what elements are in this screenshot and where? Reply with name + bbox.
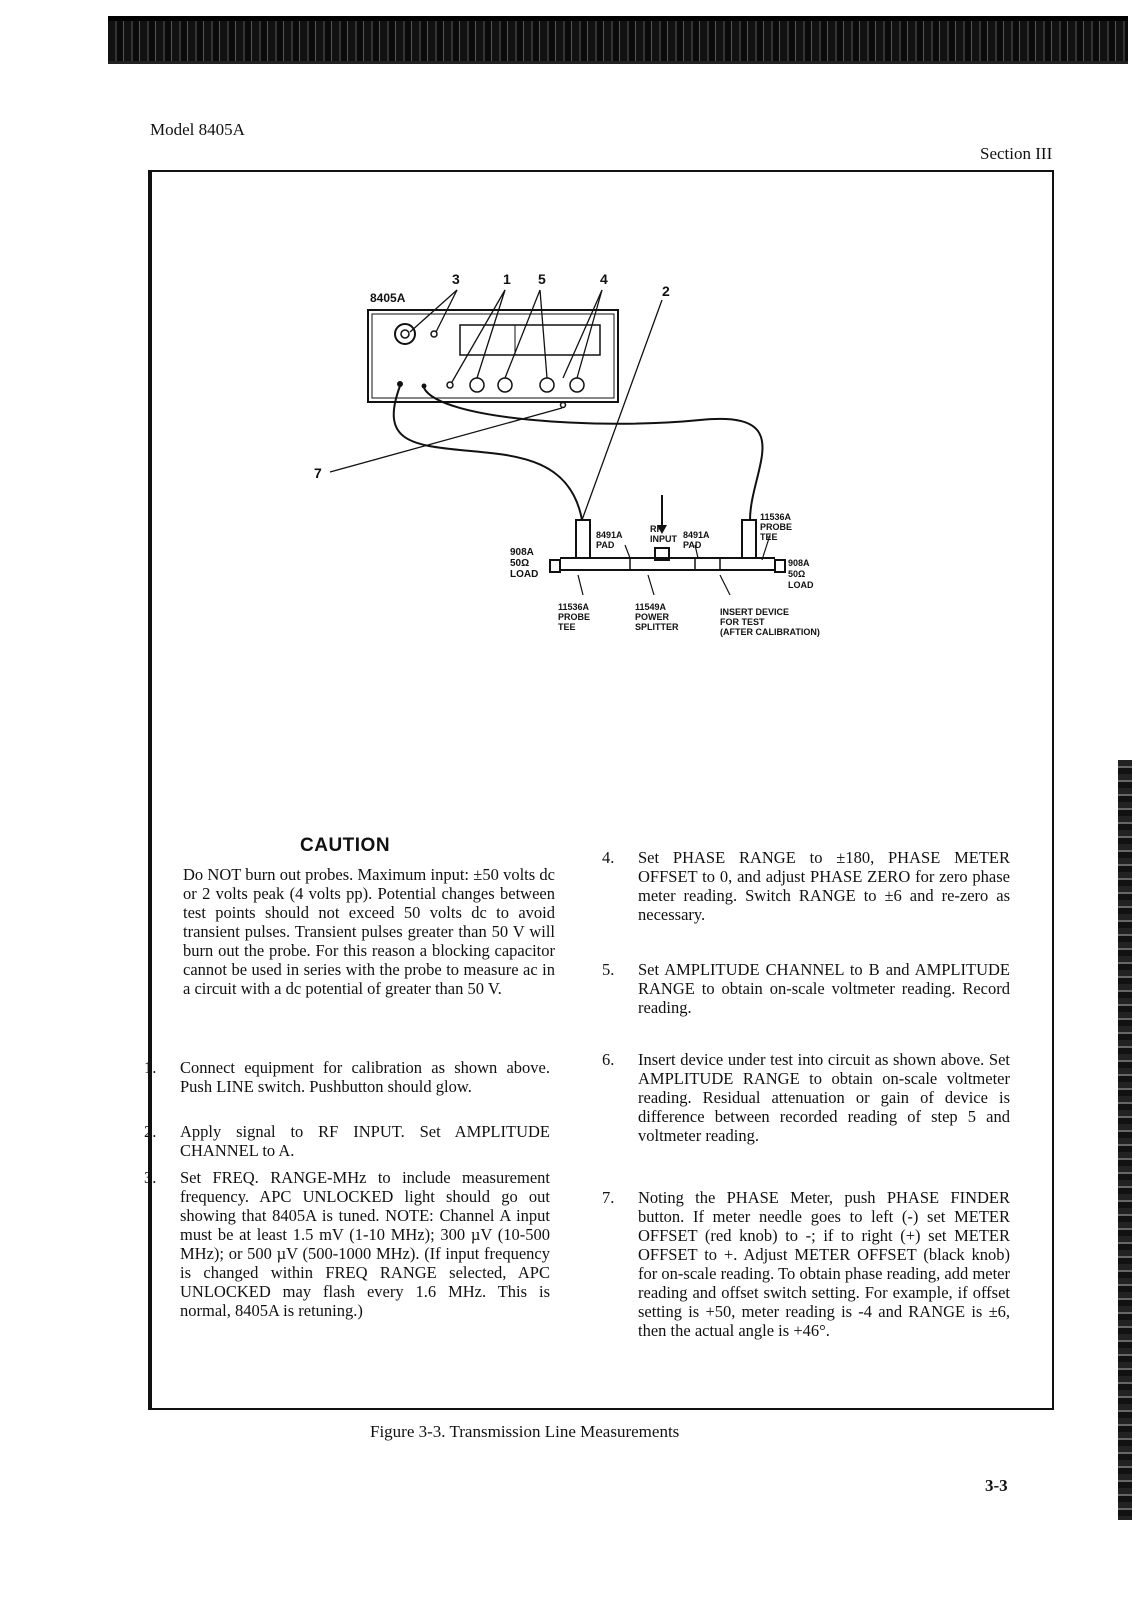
line-switch-icon	[395, 324, 415, 344]
knob-3	[540, 378, 554, 392]
callout-number: 1	[503, 271, 511, 287]
probe-tee-left-label: TEE	[558, 622, 576, 632]
insert-device-label: FOR TEST	[720, 617, 765, 627]
step-text: Connect equipment for calibration as shown above. Push LINE switch. Pushbutton should glow.	[180, 1058, 550, 1096]
instrument-meter-window	[460, 325, 600, 355]
load-left-label: 50Ω	[510, 558, 530, 569]
line-switch-inner	[401, 330, 409, 338]
step-text: Set AMPLITUDE CHANNEL to B and AMPLITUDE RANGE to obtain on-scale voltmeter reading. Record reading.	[638, 960, 1010, 1017]
step-number: 1.	[144, 1058, 157, 1077]
knob-1	[470, 378, 484, 392]
callout-number: 4	[600, 271, 608, 287]
step-text: Apply signal to RF INPUT. Set AMPLITUDE CHANNEL to A.	[180, 1122, 550, 1160]
step-text: Insert device under test into circuit as shown above. Set AMPLITUDE RANGE to obtain on-scale voltmeter reading. Residual attenuation or gain of device is difference between recorded reading of step 5 and voltmeter reading.	[638, 1050, 1010, 1145]
step-1	[144, 1058, 550, 1096]
callout-number: 2	[662, 283, 670, 299]
model-header: Model 8405A	[150, 120, 245, 139]
step-number: 3.	[144, 1168, 157, 1187]
splitter-label: 11549A	[635, 602, 667, 612]
insert-device-label: (AFTER CALIBRATION)	[720, 627, 820, 637]
probe-tee-right	[742, 520, 756, 558]
step-text: Set FREQ. RANGE-MHz to include measurement frequency. APC UNLOCKED light should go out showing that 8405A is tuned. NOTE: Channel A input must be at least 1.5 mV (1-10 MHz); 300 µV (10-500 MHz); or 500 µV (500-1000 MHz). (If input frequency is changed within FREQ RANGE selected, APC UNLOCKED may flash every 1.6 MHz. This is normal, 8405A is retuning.)	[180, 1168, 550, 1320]
section-header: Section III	[980, 144, 1053, 163]
knob-small-1	[447, 382, 453, 388]
step-number: 6.	[602, 1050, 615, 1069]
probe-jack-c	[561, 403, 566, 408]
load-left-label: LOAD	[510, 569, 539, 580]
probe-tee-right-label: 11536A	[760, 512, 792, 522]
probe-tee-right-label: PROBE	[760, 522, 793, 532]
callout-number: 5	[538, 271, 546, 287]
pad-right-label: PAD	[683, 540, 702, 550]
step-4	[602, 848, 1010, 924]
probe-cable-a	[394, 386, 582, 520]
probe-jack-b	[422, 384, 427, 389]
pad-right-label: 8491A	[683, 530, 710, 540]
scan-top-bar	[108, 16, 1128, 64]
load-left	[550, 560, 560, 572]
insert-device-label: INSERT DEVICE	[720, 607, 790, 617]
probe-tee-left-label: PROBE	[558, 612, 591, 622]
step-number: 5.	[602, 960, 615, 979]
load-right	[775, 560, 785, 572]
callout-number: 7	[314, 465, 322, 481]
diagram-svg	[300, 270, 860, 690]
probe-tee-right-label: TEE	[760, 532, 778, 542]
rf-input-label: INPUT	[650, 534, 677, 544]
caution-body: Do NOT burn out probes. Maximum input: ±50 volts dc or 2 volts peak (4 volts pp). Potential changes between test points should not exceed 50 volts dc to avoid transient pulses. Transient pulses greater than 50 V will burn out the probe. For this reason a blocking capacitor cannot be used in series with the probe to measure ac in a circuit with a dc potential of greater than 50 V.	[183, 865, 555, 998]
rf-input-label: RF	[650, 524, 662, 534]
step-number: 4.	[602, 848, 615, 867]
figure-caption: Figure 3-3. Transmission Line Measurements	[370, 1422, 680, 1441]
caution-title: CAUTION	[300, 835, 391, 856]
equipment-diagram	[300, 270, 860, 695]
step-text: Set PHASE RANGE to ±180, PHASE METER OFFSET to 0, and adjust PHASE ZERO for zero phase meter reading. Switch RANGE to ±6 and re-zero as necessary.	[638, 848, 1010, 924]
knob-2	[498, 378, 512, 392]
step-7	[602, 1188, 1010, 1340]
load-right-label: 908A	[788, 558, 810, 568]
probe-tee-left	[576, 520, 590, 558]
splitter-label: SPLITTER	[635, 622, 679, 632]
load-right-label: 50Ω	[788, 569, 806, 579]
step-2	[144, 1122, 550, 1160]
step-5	[602, 960, 1010, 1017]
step-number: 2.	[144, 1122, 157, 1141]
pad-left-label: 8491A	[596, 530, 623, 540]
callout-number: 3	[452, 271, 460, 287]
load-right-label: LOAD	[788, 580, 814, 590]
step-3	[144, 1168, 550, 1320]
load-left-label: 908A	[510, 547, 534, 558]
step-number: 7.	[602, 1188, 615, 1207]
probe-tee-left-label: 11536A	[558, 602, 590, 612]
step-text: Noting the PHASE Meter, push PHASE FINDER button. If meter needle goes to left (-) set METER OFFSET (red knob) to -; if to right (+) set METER OFFSET to +. Adjust METER OFFSET (black knob) for on-scale reading. To obtain phase reading, add meter reading and offset switch setting. For example, if offset setting is +50, meter reading is -4 and RANGE is ±6, then the actual angle is +46°.	[638, 1188, 1010, 1340]
step-6	[602, 1050, 1010, 1145]
page-number: 3-3	[985, 1476, 1008, 1495]
frame-edge	[148, 170, 150, 1410]
splitter-label: POWER	[635, 612, 670, 622]
knob-4	[570, 378, 584, 392]
probe-cable-b	[424, 388, 763, 520]
pad-left-label: PAD	[596, 540, 615, 550]
instrument-label: 8405A	[370, 291, 406, 305]
scan-edge-bar	[1118, 760, 1132, 1520]
